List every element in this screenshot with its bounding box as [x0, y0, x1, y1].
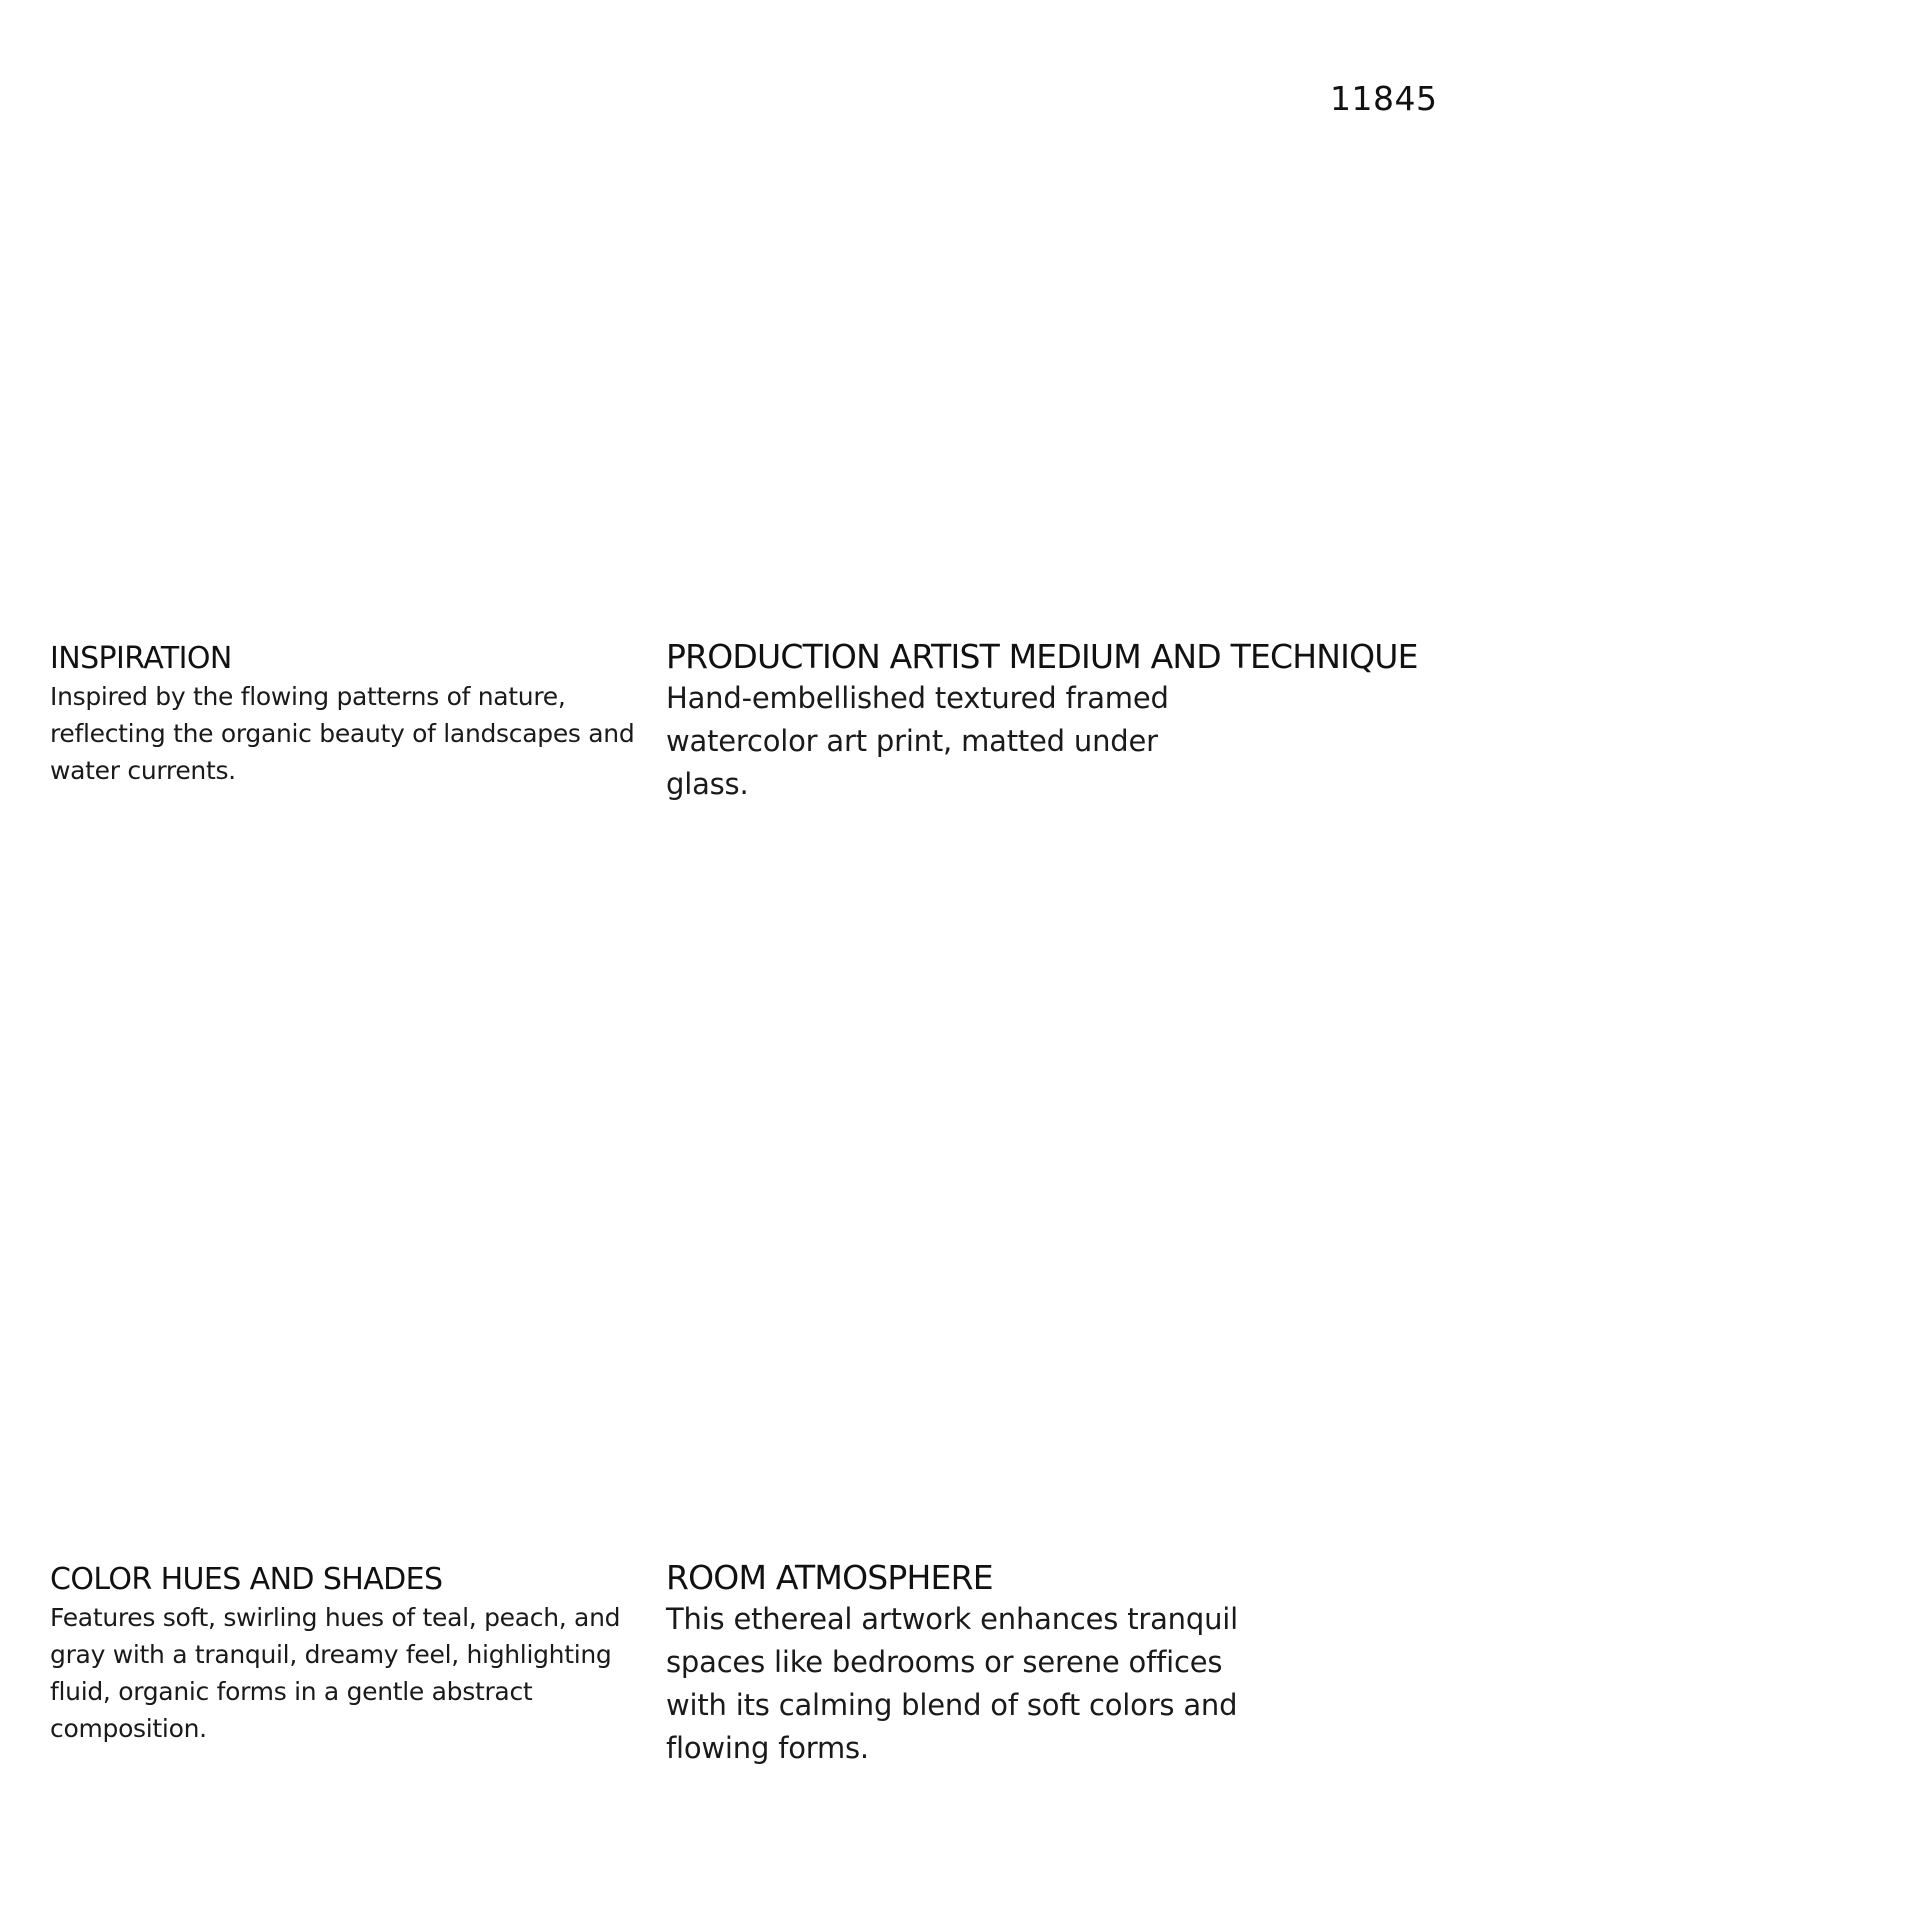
- color-text: Features soft, swirling hues of teal, peach, and gray with a tranquil, dreamy feel, highlighting fluid, organic forms in a gentle abstract composition.: [50, 1603, 621, 1743]
- room-heading: ROOM ATMOSPHERE: [666, 1558, 993, 1597]
- room-section: [666, 1558, 1256, 1770]
- production-text: Hand-embellished textured framed watercolor art print, matted under glass.: [666, 681, 1169, 801]
- product-code: 11845: [1330, 79, 1438, 118]
- inspiration-heading: INSPIRATION: [50, 641, 232, 676]
- inspiration-section: [50, 640, 650, 789]
- room-text: This ethereal artwork enhances tranquil spaces like bedrooms or serene offices with its calming blend of soft colors and flowing forms.: [666, 1602, 1238, 1765]
- color-heading: COLOR HUES AND SHADES: [50, 1562, 443, 1597]
- color-section: [50, 1561, 640, 1747]
- production-section: [666, 637, 1418, 806]
- inspiration-text: Inspired by the flowing patterns of nature, reflecting the organic beauty of landscapes and water currents.: [50, 682, 635, 785]
- production-heading: PRODUCTION ARTIST MEDIUM AND TECHNIQUE: [666, 637, 1418, 676]
